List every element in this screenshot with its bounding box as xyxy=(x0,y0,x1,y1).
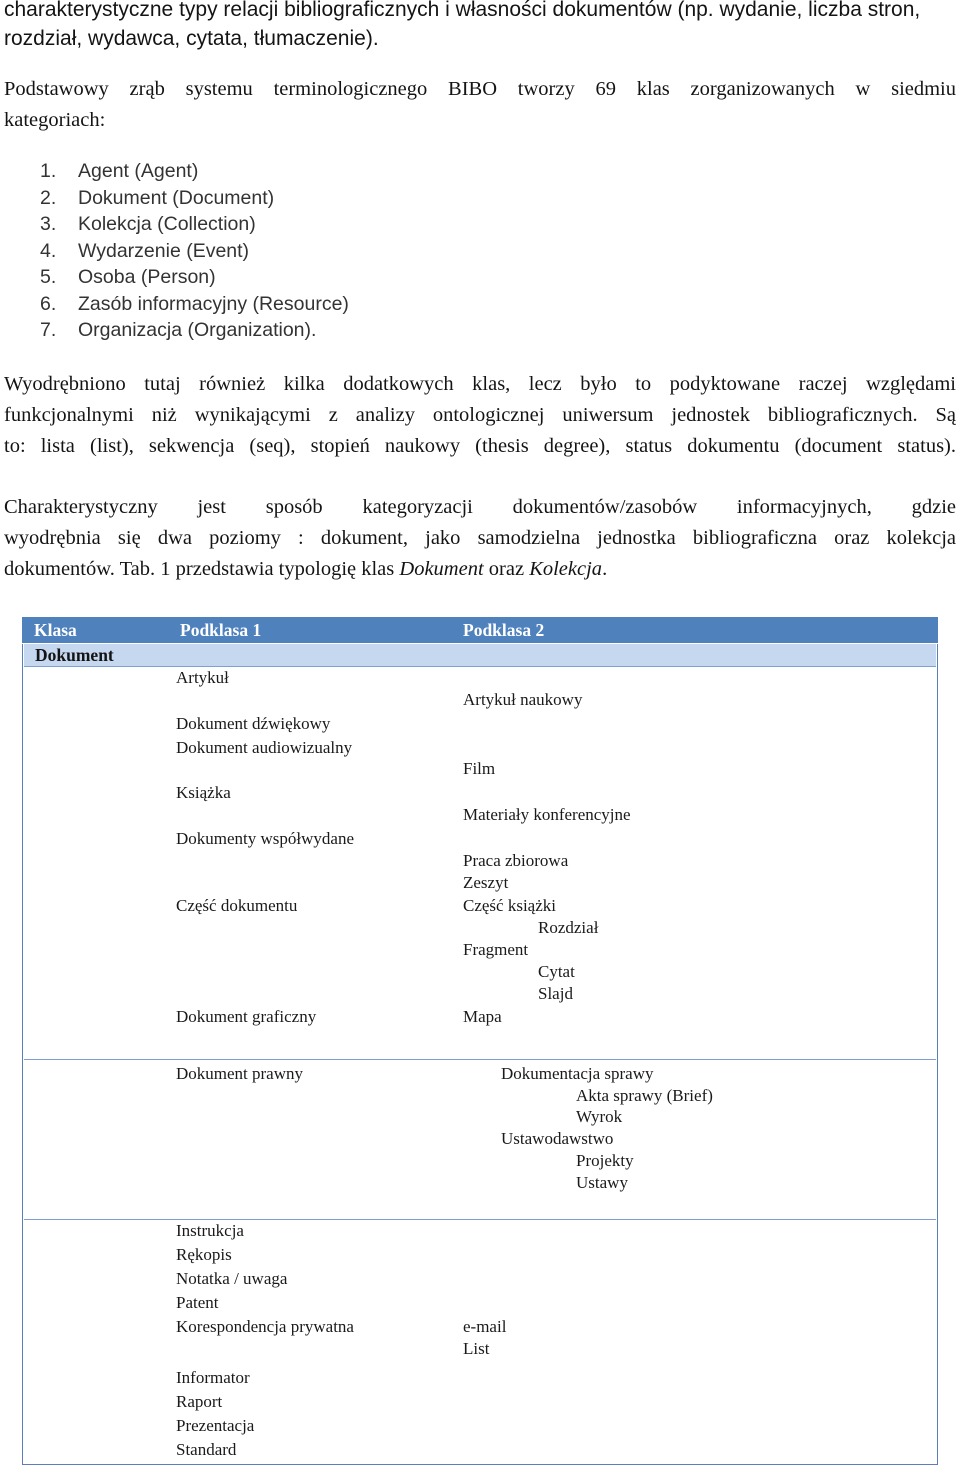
table-cell: Część dokumentu xyxy=(176,896,298,915)
paragraph-line: Podstawowy zrąb systemu terminologicznego BIBO tworzy 69 klas zorganizowanych w siedmiu xyxy=(4,78,956,100)
table-cell: Instrukcja xyxy=(176,1221,244,1240)
typology-table xyxy=(22,617,938,1465)
row-divider xyxy=(24,1059,936,1060)
list-item: 2. Dokument (Document) xyxy=(40,186,275,209)
table-cell: Cytat xyxy=(538,962,575,981)
table-cell: Materiały konferencyjne xyxy=(463,805,631,824)
table-cell: Dokument dźwiękowy xyxy=(176,714,331,733)
paragraph-line: funkcjonalnymi niż wynikającymi z analizy ontologicznej uniwersum jednostek bibliograficznych. Są xyxy=(4,404,956,426)
table-cell: Ustawy xyxy=(576,1173,628,1192)
table-cell: Rozdział xyxy=(538,918,599,937)
paragraph-line: kategoriach: xyxy=(4,109,106,131)
category-list xyxy=(40,158,349,344)
intro-text-line: charakterystyczne typy relacji bibliograficznych i własności dokumentów (np. wydanie, liczba stron, xyxy=(4,0,921,21)
intro-text-line: rozdział, wydawca, cytata, tłumaczenie). xyxy=(4,27,379,50)
header-podklasa-1: Podklasa 1 xyxy=(180,620,262,640)
table-cell: Artykuł naukowy xyxy=(463,690,583,709)
table-cell: Rękopis xyxy=(176,1245,232,1264)
table-cell: Zeszyt xyxy=(463,873,509,892)
list-item: 3. Kolekcja (Collection) xyxy=(40,213,256,235)
table-cell: Dokumentacja sprawy xyxy=(501,1064,654,1083)
italic-term: Dokument xyxy=(399,558,484,580)
paragraph-categorization xyxy=(4,492,956,585)
table-cell: Slajd xyxy=(538,984,573,1003)
table-cell: Dokument graficzny xyxy=(176,1007,317,1026)
paragraph-line: to: lista (list), sekwencja (seq), stopień naukowy (thesis degree), status dokumentu (document status). xyxy=(4,435,956,457)
table-border xyxy=(22,617,938,1465)
table-cell: Patent xyxy=(176,1293,219,1312)
paragraph-line: Charakterystyczny jest sposób kategoryzacji dokumentów/zasobów informacyjnych, gdzie xyxy=(4,496,956,518)
paragraph-additional-classes xyxy=(4,369,956,462)
table-cell: Akta sprawy (Brief) xyxy=(576,1086,713,1105)
table-cell: Notatka / uwaga xyxy=(176,1269,288,1288)
row-divider xyxy=(24,666,936,667)
list-item: 6. Zasób informacyjny (Resource) xyxy=(40,292,349,315)
table-cell: e-mail xyxy=(463,1317,507,1336)
paragraph-line: Wyodrębniono tutaj również kilka dodatkowych klas, lecz było to podyktowane raczej względami xyxy=(4,373,956,395)
paragraph-classes-intro xyxy=(4,74,956,136)
paragraph-line: dokumentów. Tab. 1 przedstawia typologię klas Dokument oraz Kolekcja. xyxy=(4,558,608,580)
row-divider xyxy=(24,1219,936,1220)
table-cell: Standard xyxy=(176,1440,237,1459)
list-item: 7. Organizacja (Organization). xyxy=(40,319,317,341)
table-cell: Prezentacja xyxy=(176,1416,255,1435)
table-cell: Informator xyxy=(176,1368,250,1387)
header-podklasa-2: Podklasa 2 xyxy=(463,620,545,640)
table-cell: Film xyxy=(463,759,496,778)
table-header-row xyxy=(22,617,938,644)
table-cell: Ustawodawstwo xyxy=(501,1129,614,1148)
table-cell: Dokument prawny xyxy=(176,1064,304,1083)
table-cell: Dokument audiowizualny xyxy=(176,738,353,757)
table-cell: Część książki xyxy=(463,896,556,915)
list-item: 1. Agent (Agent) xyxy=(40,160,199,182)
section-label: Dokument xyxy=(35,645,114,665)
table-cell: Raport xyxy=(176,1392,223,1411)
list-item: 4. Wydarzenie (Event) xyxy=(40,239,250,262)
table-cell: Praca zbiorowa xyxy=(463,851,569,870)
table-cell: Dokumenty współwydane xyxy=(176,829,355,848)
table-cell: List xyxy=(463,1339,490,1358)
table-cell: Projekty xyxy=(576,1151,634,1170)
table-cell: Fragment xyxy=(463,940,529,959)
italic-term: Kolekcja xyxy=(529,558,603,580)
header-klasa: Klasa xyxy=(34,620,77,640)
paragraph-line: wyodrębnia się dwa poziomy : dokument, jako samodzielna jednostka bibliograficzna oraz kolekcja xyxy=(4,527,956,549)
section-row-dokument xyxy=(24,644,936,666)
list-item: 5. Osoba (Person) xyxy=(40,266,216,288)
table-cell: Artykuł xyxy=(176,668,229,687)
table-cell: Książka xyxy=(176,783,231,802)
table-cell: Korespondencja prywatna xyxy=(176,1317,354,1336)
table-cell: Mapa xyxy=(463,1007,502,1026)
table-cell: Wyrok xyxy=(576,1107,623,1126)
